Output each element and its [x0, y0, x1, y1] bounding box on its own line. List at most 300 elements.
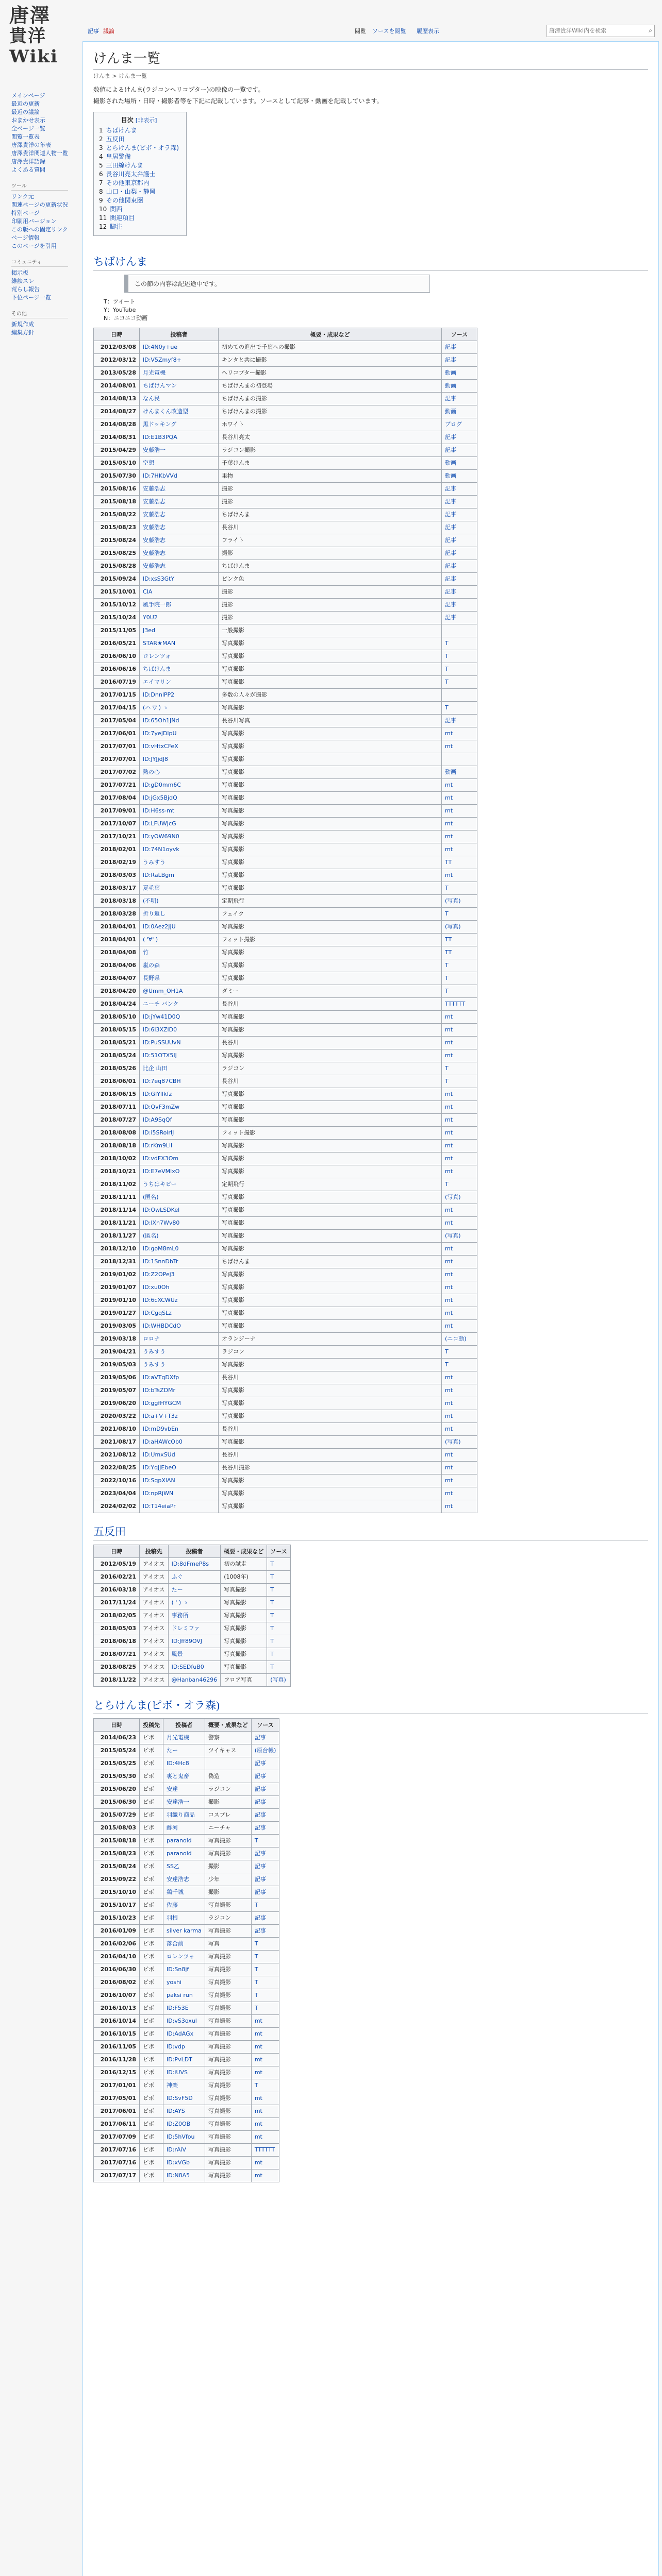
table-cell[interactable]: T	[442, 882, 477, 895]
table-cell[interactable]: なん民	[140, 393, 219, 405]
table-cell[interactable]: ID:OwLSDKel	[140, 1204, 219, 1217]
table-cell[interactable]: mt	[442, 1114, 477, 1127]
table-cell[interactable]: J3ed	[140, 624, 219, 637]
table-cell[interactable]: Y0U2	[140, 612, 219, 624]
table-cell[interactable]: ID:LFUWJcG	[140, 818, 219, 831]
table-cell[interactable]: mt	[442, 1127, 477, 1140]
table-cell[interactable]: mt	[442, 1294, 477, 1307]
table-cell[interactable]: mt	[442, 792, 477, 805]
table-cell[interactable]: mt	[251, 2028, 279, 2041]
table-cell[interactable]: STAR★MAN	[140, 637, 219, 650]
table-cell[interactable]: T	[251, 1976, 279, 1989]
table-cell[interactable]: T	[442, 908, 477, 921]
table-cell[interactable]: ( '∀' )	[140, 934, 219, 946]
table-cell[interactable]: T	[251, 1835, 279, 1848]
table-cell[interactable]: ちばけんま	[140, 663, 219, 676]
tab-history[interactable]: 履歴表示	[417, 28, 439, 35]
table-cell[interactable]: 記事	[442, 560, 477, 573]
table-cell[interactable]: ID:xVGb	[163, 2157, 205, 2170]
table-cell[interactable]: ID:goM8mL0	[140, 1243, 219, 1256]
table-cell[interactable]: 安達	[163, 1783, 205, 1796]
table-cell[interactable]: うみすう	[140, 1359, 219, 1371]
table-cell[interactable]: 神楽	[163, 2079, 205, 2092]
sidebar-item[interactable]: 最近の更新	[11, 100, 40, 107]
sidebar-item[interactable]: 新規作成	[11, 321, 34, 328]
table-cell[interactable]: 羽根	[163, 1912, 205, 1925]
table-cell[interactable]: 記事	[442, 521, 477, 534]
table-cell[interactable]: 熱の心	[140, 766, 219, 779]
sidebar-item[interactable]: よくある質問	[11, 166, 45, 173]
toc-item[interactable]	[99, 126, 179, 135]
table-cell[interactable]: mt	[442, 1500, 477, 1513]
table-cell[interactable]: ID:PvLDT	[163, 2054, 205, 2066]
table-cell[interactable]: silver karma	[163, 1925, 205, 1938]
tab-source[interactable]: ソースを閲覧	[372, 28, 406, 35]
table-cell[interactable]: ブログ	[442, 418, 477, 431]
table-header-cell[interactable]: 投稿先	[140, 1545, 169, 1558]
sidebar-item[interactable]: 関連ページの更新状況	[11, 201, 68, 208]
table-cell[interactable]: mt	[442, 1449, 477, 1462]
sidebar-item[interactable]: 編集方針	[11, 329, 34, 336]
table-cell[interactable]: mt	[442, 1204, 477, 1217]
table-cell[interactable]: ID:gD0mm6C	[140, 779, 219, 792]
table-cell[interactable]: 安藤浩一	[140, 444, 219, 457]
table-cell[interactable]: 安藤浩志	[140, 560, 219, 573]
sidebar-item[interactable]: ページ情報	[11, 234, 40, 241]
table-cell[interactable]: T	[251, 1938, 279, 1951]
table-cell[interactable]: 記事	[251, 1860, 279, 1873]
table-cell[interactable]: mt	[442, 1024, 477, 1037]
table-cell[interactable]: ID:xu0Oh	[140, 1281, 219, 1294]
table-cell[interactable]: 安藤浩志	[140, 509, 219, 521]
table-cell[interactable]	[442, 753, 477, 766]
table-cell[interactable]: ID:74N1oyvk	[140, 843, 219, 856]
table-cell[interactable]: ID:SqpXlAN	[140, 1475, 219, 1487]
table-cell[interactable]: (写真)	[442, 1230, 477, 1243]
table-cell[interactable]: ID:V5Zmyf8+	[140, 354, 219, 367]
table-cell[interactable]: T	[267, 1648, 290, 1661]
table-cell[interactable]: 記事	[442, 612, 477, 624]
table-cell[interactable]: ID:vdFX3Om	[140, 1153, 219, 1165]
table-cell[interactable]: mt	[442, 805, 477, 818]
table-cell[interactable]: 記事	[251, 1783, 279, 1796]
table-cell[interactable]: T	[267, 1571, 290, 1584]
table-cell[interactable]: T	[251, 1989, 279, 2002]
table-cell[interactable]: mt	[442, 1423, 477, 1436]
table-cell[interactable]: 落合前	[163, 1938, 205, 1951]
sidebar-item[interactable]: 唐澤貴洋関連人物一覧	[11, 150, 68, 157]
table-cell[interactable]: T	[442, 1075, 477, 1088]
table-header-cell[interactable]: 投稿者	[163, 1719, 205, 1732]
table-header-cell[interactable]: 投稿者	[168, 1545, 221, 1558]
table-cell[interactable]: 記事	[442, 431, 477, 444]
table-cell[interactable]: ID:vdp	[163, 2041, 205, 2054]
table-cell[interactable]: 記事	[442, 586, 477, 599]
table-header-cell[interactable]: 投稿者	[140, 328, 219, 341]
toc-item[interactable]	[99, 161, 179, 170]
table-header-cell[interactable]: 概要・成果など	[205, 1719, 251, 1732]
toc-item[interactable]	[99, 152, 179, 161]
table-cell[interactable]: 比企 山田	[140, 1062, 219, 1075]
table-cell[interactable]: T	[251, 2002, 279, 2015]
table-cell[interactable]: mt	[442, 1011, 477, 1024]
sidebar-item[interactable]: 最近の議論	[11, 109, 40, 115]
table-cell[interactable]: ID:aVTgDXfp	[140, 1371, 219, 1384]
table-cell[interactable]: たー	[168, 1584, 221, 1597]
table-cell[interactable]: (写真)	[442, 895, 477, 908]
table-cell[interactable]: ふぐ	[168, 1571, 221, 1584]
table-cell[interactable]: ID:1SnnDbTr	[140, 1256, 219, 1268]
table-cell[interactable]: mt	[442, 1037, 477, 1049]
table-cell[interactable]: ID:0Aez2JjU	[140, 921, 219, 934]
sidebar-item[interactable]: 唐澤貴洋語録	[11, 158, 45, 165]
sidebar-item[interactable]: 特別ページ	[11, 210, 40, 216]
table-cell[interactable]: ID:4Hc8	[163, 1757, 205, 1770]
table-cell[interactable]: mt	[442, 1049, 477, 1062]
table-cell[interactable]: mt	[442, 1397, 477, 1410]
table-header-cell[interactable]: ソース	[442, 328, 477, 341]
table-cell[interactable]: TTTTTT	[442, 998, 477, 1011]
table-cell[interactable]: 安達浩志	[163, 1873, 205, 1886]
table-cell[interactable]: mt	[251, 2041, 279, 2054]
table-cell[interactable]: 記事	[251, 1757, 279, 1770]
table-cell[interactable]: (写真)	[442, 1436, 477, 1449]
site-logo[interactable]	[9, 5, 66, 67]
table-cell[interactable]: ID:rKm9Lil	[140, 1140, 219, 1153]
table-cell[interactable]: ID:iUVS	[163, 2066, 205, 2079]
table-cell[interactable]: mt	[442, 1243, 477, 1256]
table-cell[interactable]: ちばけんマン	[140, 380, 219, 393]
table-cell[interactable]: ID:65Oh1JNd	[140, 715, 219, 727]
tab-talk[interactable]: 議論	[103, 28, 114, 35]
table-cell[interactable]: T	[251, 1951, 279, 1963]
table-cell[interactable]: うみすう	[140, 1346, 219, 1359]
table-cell[interactable]: ロレンツォ	[140, 650, 219, 663]
table-cell[interactable]: ID:vHtxCFeX	[140, 740, 219, 753]
table-cell[interactable]: 月光電機	[140, 367, 219, 380]
table-cell[interactable]: T	[442, 972, 477, 985]
table-cell[interactable]: ID:YqjJEbeO	[140, 1462, 219, 1475]
table-cell[interactable]: うちはキビー	[140, 1178, 219, 1191]
table-cell[interactable]: ID:T14eiaPr	[140, 1500, 219, 1513]
table-cell[interactable]: mt	[251, 2092, 279, 2105]
sidebar-item[interactable]: 荒らし報告	[11, 286, 40, 293]
sidebar-item[interactable]: リンク元	[11, 193, 34, 200]
table-cell[interactable]: T	[267, 1661, 290, 1674]
table-cell[interactable]: ID:UmxSUd	[140, 1449, 219, 1462]
table-cell[interactable]: (匿名)	[140, 1230, 219, 1243]
table-cell[interactable]: ID:F53E	[163, 2002, 205, 2015]
table-cell[interactable]: (匿名)	[140, 1191, 219, 1204]
table-cell[interactable]: ID:Z2OPej3	[140, 1268, 219, 1281]
toc-item[interactable]	[99, 135, 179, 144]
table-cell[interactable]: ID:vS3oxul	[163, 2015, 205, 2028]
table-cell[interactable]: 羽織り商品	[163, 1809, 205, 1822]
table-cell[interactable]: 長野県	[140, 972, 219, 985]
table-header-cell[interactable]: 概要・成果など	[221, 1545, 267, 1558]
table-cell[interactable]: ID:jGx5BjdQ	[140, 792, 219, 805]
table-header-cell[interactable]: ソース	[267, 1545, 290, 1558]
table-cell[interactable]: ID:PuSSUUvN	[140, 1037, 219, 1049]
table-cell[interactable]: ID:Sn8jf	[163, 1963, 205, 1976]
table-cell[interactable]: T	[442, 959, 477, 972]
table-cell[interactable]: ドレミファ	[168, 1622, 221, 1635]
table-cell[interactable]: たー	[163, 1744, 205, 1757]
table-cell[interactable]: ニーチ バンク	[140, 998, 219, 1011]
table-cell[interactable]: mt	[442, 1165, 477, 1178]
table-cell[interactable]: 事務所	[168, 1609, 221, 1622]
table-cell[interactable]: SS乙	[163, 1860, 205, 1873]
table-cell[interactable]: ( ' ) ゝ	[168, 1597, 221, 1609]
table-cell[interactable]: mt	[442, 1371, 477, 1384]
table-header-cell[interactable]: 日時	[94, 1719, 140, 1732]
sidebar-item[interactable]: 閲覧一覧表	[11, 133, 40, 140]
table-cell[interactable]: ID:AYS	[163, 2105, 205, 2118]
table-cell[interactable]: mt	[251, 2131, 279, 2144]
table-cell[interactable]: TTTTTT	[251, 2144, 279, 2157]
breadcrumb[interactable]: けんま > けんま一覧	[93, 73, 147, 79]
table-cell[interactable]: mt	[251, 2157, 279, 2170]
table-cell[interactable]: ID:jYw41D0Q	[140, 1011, 219, 1024]
table-cell[interactable]: 動画	[442, 405, 477, 418]
table-cell[interactable]: mt	[442, 1140, 477, 1153]
toc-item[interactable]	[99, 214, 179, 223]
table-cell[interactable]: 記事	[442, 547, 477, 560]
table-cell[interactable]: ID:5hVfou	[163, 2131, 205, 2144]
table-cell[interactable]: mt	[442, 1410, 477, 1423]
table-cell[interactable]: (ニコ動)	[442, 1333, 477, 1346]
sidebar-item[interactable]: この版への固定リンク	[11, 226, 68, 233]
table-cell[interactable]: mt	[442, 869, 477, 882]
table-cell[interactable]: T	[442, 676, 477, 689]
table-cell[interactable]: 記事	[251, 1886, 279, 1899]
table-cell[interactable]: 記事	[442, 341, 477, 354]
toc-item[interactable]	[99, 223, 179, 231]
table-cell[interactable]: mt	[251, 2015, 279, 2028]
table-cell[interactable]: mt	[442, 1217, 477, 1230]
table-cell[interactable]: ID:bTsZDMr	[140, 1384, 219, 1397]
sidebar-item[interactable]: 唐澤貴洋の年表	[11, 142, 51, 148]
table-cell[interactable]: mt	[442, 1256, 477, 1268]
table-cell[interactable]: mt	[442, 1475, 477, 1487]
table-cell[interactable]: 記事	[251, 1848, 279, 1860]
table-cell[interactable]: paranoid	[163, 1835, 205, 1848]
sidebar-item[interactable]: 全ページ一覧	[11, 125, 45, 132]
table-cell[interactable]: T	[251, 2079, 279, 2092]
table-cell[interactable]: (ハ ▽ ) ゝ	[140, 702, 219, 715]
table-cell[interactable]: 記事	[442, 393, 477, 405]
table-cell[interactable]: (写真)	[267, 1674, 290, 1687]
table-cell[interactable]: 記事	[442, 483, 477, 496]
table-cell[interactable]: 記事	[251, 1873, 279, 1886]
tab-read[interactable]: 閲覧	[355, 28, 366, 35]
table-cell[interactable]: 月光電機	[163, 1732, 205, 1744]
sidebar-item[interactable]: 印刷用バージョン	[11, 218, 57, 225]
table-cell[interactable]: T	[267, 1609, 290, 1622]
table-cell[interactable]: ID:mD9vbEn	[140, 1423, 219, 1436]
table-cell[interactable]: 動画	[442, 457, 477, 470]
tab-page[interactable]: 記事	[88, 28, 99, 35]
table-cell[interactable]: yoshi	[163, 1976, 205, 1989]
table-cell[interactable]: 安藤浩志	[140, 534, 219, 547]
table-cell[interactable]: ID:E7eVMlxO	[140, 1165, 219, 1178]
table-cell[interactable]: ID:ggfHYGCM	[140, 1397, 219, 1410]
table-cell[interactable]: paksi run	[163, 1989, 205, 2002]
table-cell[interactable]: 夏毛葉	[140, 882, 219, 895]
table-cell[interactable]: T	[442, 1178, 477, 1191]
table-cell[interactable]: ID:xsS3GtY	[140, 573, 219, 586]
sidebar-item[interactable]: 掲示板	[11, 269, 28, 276]
table-cell[interactable]: mt	[442, 1088, 477, 1101]
table-cell[interactable]: 動画	[442, 380, 477, 393]
table-cell[interactable]: mt	[251, 2105, 279, 2118]
table-cell[interactable]: ID:WHBDCdO	[140, 1320, 219, 1333]
table-cell[interactable]: ID:QvF3mZw	[140, 1101, 219, 1114]
table-cell[interactable]: ID:AdAGx	[163, 2028, 205, 2041]
table-cell[interactable]: T	[267, 1558, 290, 1571]
table-cell[interactable]: ID:lXn7Wv80	[140, 1217, 219, 1230]
table-cell[interactable]: mt	[442, 1384, 477, 1397]
search-input[interactable]	[547, 25, 646, 36]
table-cell[interactable]: mt	[442, 740, 477, 753]
table-cell[interactable]: ID:RaLBgm	[140, 869, 219, 882]
table-cell[interactable]: 記事	[251, 1822, 279, 1835]
table-cell[interactable]: mt	[442, 779, 477, 792]
sidebar-item[interactable]: このページを引用	[11, 243, 57, 249]
table-cell[interactable]: ID:7yeJDlpU	[140, 727, 219, 740]
table-header-cell[interactable]: 概要・成果など	[219, 328, 442, 341]
table-cell[interactable]: ID:4N0y+ue	[140, 341, 219, 354]
table-cell[interactable]: mt	[442, 1320, 477, 1333]
sidebar-item[interactable]: 下位ページ一覧	[11, 294, 51, 301]
table-cell[interactable]: 記事	[442, 509, 477, 521]
table-cell[interactable]: mt	[442, 1268, 477, 1281]
table-cell[interactable]: mt	[251, 2118, 279, 2131]
table-cell[interactable]: ID:Jff89OVJ	[168, 1635, 221, 1648]
table-cell[interactable]: 安藤浩志	[140, 547, 219, 560]
table-cell[interactable]: T	[442, 702, 477, 715]
table-cell[interactable]: 記事	[442, 599, 477, 612]
table-cell[interactable]: ID:npRjWN	[140, 1487, 219, 1500]
sidebar-item[interactable]: おまかせ表示	[11, 117, 45, 124]
toc-item[interactable]	[99, 144, 179, 152]
table-cell[interactable]: T	[442, 1062, 477, 1075]
table-cell[interactable]: 記事	[251, 1925, 279, 1938]
table-cell[interactable]: (原台帳)	[251, 1744, 279, 1757]
table-cell[interactable]: けんまくん改造型	[140, 405, 219, 418]
table-cell[interactable]	[442, 624, 477, 637]
table-cell[interactable]: 安藤浩志	[140, 496, 219, 509]
table-cell[interactable]: ID:6i3XZlD0	[140, 1024, 219, 1037]
table-cell[interactable]: ID:51OTX5IJ	[140, 1049, 219, 1062]
table-cell[interactable]: 鶏千城	[163, 1886, 205, 1899]
table-cell[interactable]: 風景	[168, 1648, 221, 1661]
table-cell[interactable]: 記事	[251, 1809, 279, 1822]
table-cell[interactable]: ID:Z0OB	[163, 2118, 205, 2131]
table-cell[interactable]: mt	[442, 818, 477, 831]
table-cell[interactable]: 記事	[251, 1770, 279, 1783]
table-cell[interactable]: paranoid	[163, 1848, 205, 1860]
toc-item[interactable]	[99, 205, 179, 214]
table-cell[interactable]: mt	[442, 1307, 477, 1320]
table-cell[interactable]: mt	[442, 727, 477, 740]
table-header-cell[interactable]: 日時	[94, 1545, 140, 1558]
table-cell[interactable]: mt	[442, 1462, 477, 1475]
table-cell[interactable]: 記事	[442, 444, 477, 457]
table-cell[interactable]: ID:6cXCWUz	[140, 1294, 219, 1307]
table-cell[interactable]: 酢河	[163, 1822, 205, 1835]
table-cell[interactable]: ID:i5SRolrIJ	[140, 1127, 219, 1140]
table-cell[interactable]: ID:JYJjdJ8	[140, 753, 219, 766]
table-cell[interactable]: mt	[442, 843, 477, 856]
table-cell[interactable]: T	[442, 1359, 477, 1371]
table-cell[interactable]: 記事	[442, 354, 477, 367]
table-cell[interactable]: T	[442, 637, 477, 650]
table-cell[interactable]: ID:7eq87CBH	[140, 1075, 219, 1088]
sidebar-item[interactable]: 雑談スレ	[11, 278, 34, 284]
table-cell[interactable]: ID:N8A5	[163, 2170, 205, 2182]
table-cell[interactable]: 記事	[442, 715, 477, 727]
table-cell[interactable]: T	[267, 1597, 290, 1609]
table-cell[interactable]: ロレンツォ	[163, 1951, 205, 1963]
table-cell[interactable]: 記事	[251, 1796, 279, 1809]
table-cell[interactable]: mt	[251, 2066, 279, 2079]
table-cell[interactable]: T	[267, 1622, 290, 1635]
table-cell[interactable]: T	[251, 1963, 279, 1976]
table-header-cell[interactable]: 投稿先	[140, 1719, 163, 1732]
table-cell[interactable]: T	[442, 1346, 477, 1359]
table-cell[interactable]: ID:CgqSLz	[140, 1307, 219, 1320]
table-cell[interactable]: (写真)	[442, 1191, 477, 1204]
table-cell[interactable]: 嵐の森	[140, 959, 219, 972]
table-cell[interactable]: T	[267, 1584, 290, 1597]
table-cell[interactable]: CIA	[140, 586, 219, 599]
table-cell[interactable]: mt	[442, 831, 477, 843]
toc-item[interactable]	[99, 188, 179, 196]
table-cell[interactable]: mt	[251, 2170, 279, 2182]
table-cell[interactable]: エイマリン	[140, 676, 219, 689]
table-cell[interactable]: 黒ドッキング	[140, 418, 219, 431]
table-cell[interactable]: 動画	[442, 367, 477, 380]
table-cell[interactable]: T	[251, 1899, 279, 1912]
table-cell[interactable]: mt	[442, 1153, 477, 1165]
table-cell[interactable]: T	[442, 650, 477, 663]
table-cell[interactable]: 安藤浩志	[140, 521, 219, 534]
table-cell[interactable]: 記事	[442, 573, 477, 586]
table-cell[interactable]: 動画	[442, 766, 477, 779]
sidebar-item[interactable]: メインページ	[11, 92, 45, 99]
table-cell[interactable]: mt	[251, 2054, 279, 2066]
search-icon[interactable]: ⌕	[649, 27, 652, 34]
table-cell[interactable]: 佐藤	[163, 1899, 205, 1912]
toc-item[interactable]	[99, 170, 179, 179]
table-cell[interactable]: T	[442, 663, 477, 676]
table-cell[interactable]: ID:a+V+T3z	[140, 1410, 219, 1423]
table-cell[interactable]: 記事	[251, 1732, 279, 1744]
table-cell[interactable]: ID:SvF5D	[163, 2092, 205, 2105]
table-cell[interactable]: ロロナ	[140, 1333, 219, 1346]
table-cell[interactable]: T	[442, 985, 477, 998]
table-cell[interactable]: (写真)	[442, 921, 477, 934]
table-cell[interactable]: 風手院一郎	[140, 599, 219, 612]
table-cell[interactable]: mt	[442, 1281, 477, 1294]
table-cell[interactable]: 安藤浩志	[140, 483, 219, 496]
table-cell[interactable]: ID:DnnlPP2	[140, 689, 219, 702]
table-cell[interactable]: 記事	[442, 534, 477, 547]
table-cell[interactable]: 空想	[140, 457, 219, 470]
table-cell[interactable]: ID:SEDfuB0	[168, 1661, 221, 1674]
table-cell[interactable]: うみすう	[140, 856, 219, 869]
